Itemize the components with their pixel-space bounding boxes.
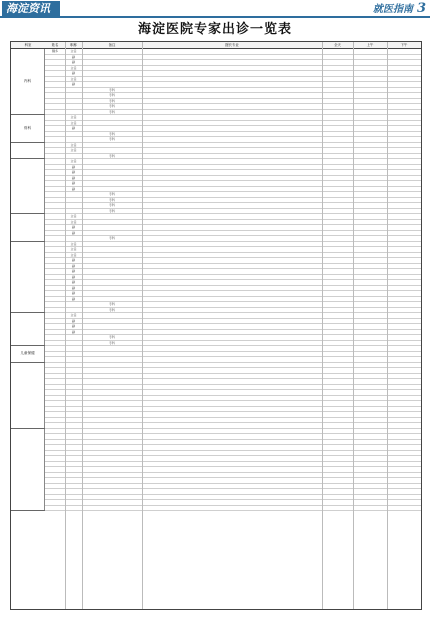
doctor-note: 专科: [108, 87, 115, 92]
department-group: [11, 115, 421, 143]
doctor-title: 主任: [70, 247, 77, 251]
column-divider: [65, 42, 66, 609]
department-name: 儿童保健: [11, 346, 45, 362]
doctor-title: 副: [71, 126, 75, 130]
department-group: [11, 159, 421, 214]
doctor-title: 副: [71, 280, 75, 284]
doctor-title: 主任: [70, 313, 77, 317]
department-group: [11, 363, 421, 429]
department-group: [11, 214, 421, 242]
header-title: 职称: [70, 43, 77, 47]
doctor-title: 副: [71, 285, 75, 290]
doctor-title: 副: [71, 230, 75, 235]
section-label-left: 海淀资讯: [2, 1, 60, 16]
doctor-title: 副: [71, 324, 75, 328]
doctor-title: 副: [71, 291, 75, 295]
department-name: [11, 313, 45, 345]
header-specialty: 擅长专业: [225, 43, 239, 47]
department-rows: [45, 159, 421, 213]
doctor-title: 副: [71, 296, 75, 301]
doctor-note: 专科: [108, 236, 115, 240]
department-name: [11, 214, 45, 241]
doctor-title: 主任: [70, 219, 77, 224]
department-name: [11, 242, 45, 313]
doctor-title: 副: [71, 82, 75, 86]
doctor-title: 主任: [70, 159, 77, 163]
department-group: [11, 242, 421, 314]
doctor-title: 主任: [70, 65, 77, 70]
doctor-title: 副: [71, 263, 75, 268]
doctor-title: 副: [71, 71, 75, 75]
column-divider: [82, 42, 83, 609]
department-group: [11, 49, 421, 115]
column-divider: [322, 42, 323, 609]
doctor-title: 副: [71, 269, 75, 273]
doctor-title: 副: [71, 54, 75, 59]
department-group: [11, 429, 421, 512]
doctor-title: 主任: [70, 148, 77, 152]
doctor-note: 专科: [108, 208, 115, 213]
page-number: 3: [416, 1, 426, 16]
page-title: 海淀医院专家出诊一览表: [137, 22, 292, 37]
page-banner: [0, 0, 430, 18]
doctor-title: 主任: [70, 252, 77, 257]
doctor-title: 主任: [70, 142, 77, 147]
doctor-title: 副: [71, 186, 75, 191]
doctor-note: 专科: [108, 131, 115, 136]
doctor-note: 专科: [108, 192, 115, 196]
department-group: [11, 143, 421, 160]
department-rows: [45, 429, 421, 511]
department-rows: [45, 214, 421, 241]
doctor-title: 副: [71, 274, 75, 279]
doctor-title: 主任: [70, 115, 77, 119]
doctor-note: 专科: [108, 98, 115, 103]
doctor-note: 专科: [108, 93, 115, 97]
doctor-note: 专科: [108, 302, 115, 306]
column-divider: [353, 42, 354, 609]
department-name: [11, 363, 45, 428]
table-row: [45, 506, 421, 512]
department-group: [11, 346, 421, 363]
doctor-title: 副: [71, 175, 75, 180]
doctor-note: 专科: [108, 307, 115, 312]
doctor-name: 魏多: [51, 49, 58, 53]
department-name: 内科: [11, 49, 45, 114]
doctor-note: 专科: [108, 137, 115, 141]
doctor-note: 专科: [108, 340, 115, 345]
department-rows: [45, 242, 421, 313]
column-divider: [142, 42, 143, 609]
doctor-note: 专科: [108, 104, 115, 108]
header-all-day: 全天: [334, 43, 341, 47]
department-name: [11, 143, 45, 159]
guide-label: 就医指南: [372, 4, 413, 15]
column-divider: [387, 42, 388, 609]
doctor-title: 副: [71, 170, 75, 174]
doctor-note: 专科: [108, 153, 115, 158]
doctor-title: 副: [71, 225, 75, 229]
department-rows: [45, 346, 421, 362]
department-rows: [45, 143, 421, 159]
doctor-title: 副: [71, 329, 75, 334]
doctor-note: 专科: [108, 335, 115, 339]
header-afternoon: 下午: [400, 43, 408, 47]
schedule-table: [10, 41, 422, 610]
doctor-title: 副: [71, 258, 75, 262]
header-name: 姓名: [51, 43, 59, 47]
doctor-title: 主任: [70, 241, 77, 246]
department-name: [11, 429, 45, 511]
doctor-title: 副: [71, 318, 75, 323]
department-rows: [45, 49, 421, 114]
department-group: [11, 313, 421, 346]
header-morning: 上午: [366, 43, 374, 47]
doctor-title: 副: [71, 60, 75, 64]
header-dept: 科室: [24, 43, 32, 47]
doctor-title: 主任: [70, 76, 77, 81]
doctor-note: 专科: [108, 197, 115, 202]
department-rows: [45, 115, 421, 142]
table-header: [11, 42, 421, 49]
doctor-title: 主任: [70, 214, 77, 218]
doctor-note: 专科: [108, 203, 115, 207]
header-note: 备注: [108, 43, 116, 47]
doctor-title: 副: [71, 181, 75, 185]
doctor-note: 专科: [108, 109, 115, 114]
doctor-title: 主任: [70, 49, 77, 53]
doctor-title: 副: [71, 164, 75, 169]
doctor-title: 主任: [70, 120, 77, 125]
department-rows: [45, 313, 421, 345]
department-name: [11, 159, 45, 213]
section-label-right: [373, 1, 426, 16]
department-name: 骨科: [11, 115, 45, 142]
department-rows: [45, 363, 421, 428]
